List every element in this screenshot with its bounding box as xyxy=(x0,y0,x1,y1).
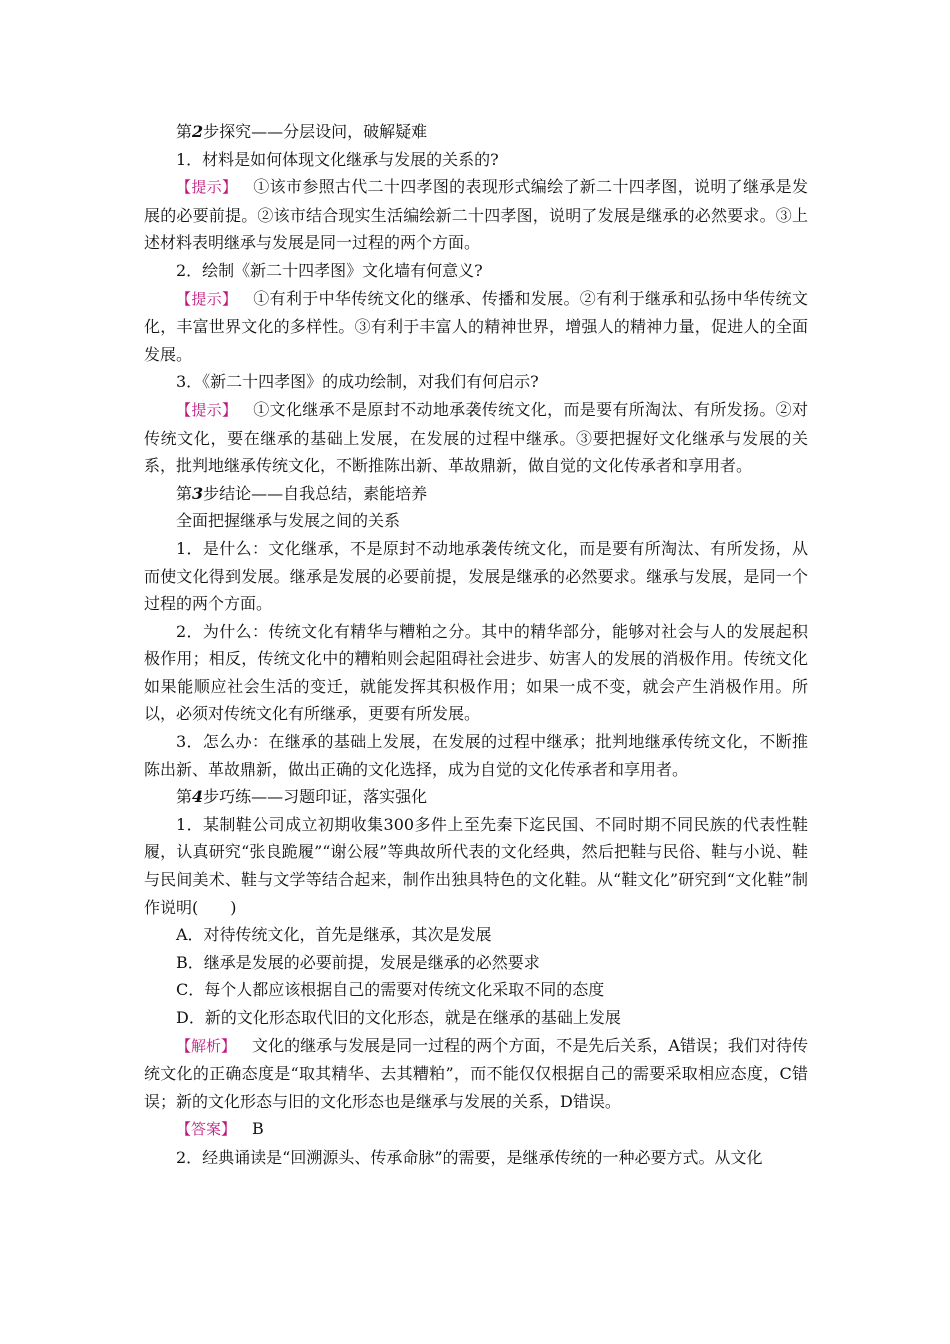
question-1: 1．材料是如何体现文化继承与发展的关系的? xyxy=(176,149,499,169)
step-title: 步巧练——习题印证，落实强化 xyxy=(203,787,428,807)
hint-3 xyxy=(144,396,808,480)
question-3: 3．《新二十四孝图》的成功绘制，对我们有何启示? xyxy=(176,372,539,392)
analysis-text: 文化的继承与发展是同一过程的两个方面，不是先后关系，A错误；我们对待传统文化的正确态度是“取其精华、去其糟粕”，而不能仅仅根据自己的需要采取相应态度，C错误；新的文化形态与旧的文化形态也是继承与发展的关系，D错误。 xyxy=(144,1035,808,1111)
option-a: A．对待传统文化，首先是继承，其次是发展 xyxy=(176,925,492,945)
answer-label: 【答案】 xyxy=(176,1120,237,1139)
step-prefix: 第 xyxy=(176,787,193,807)
summary-point-3: 3．怎么办：在继承的基础上发展，在发展的过程中继承；批判地继承传统文化，不断推陈出新、革故鼎新，做出正确的文化选择，成为自觉的文化传承者和享用者。 xyxy=(144,732,808,779)
hint-label: 【提示】 xyxy=(176,400,238,419)
option-d: D．新的文化形态取代旧的文化形态，就是在继承的基础上发展 xyxy=(176,1008,621,1027)
step-prefix: 第 xyxy=(176,122,193,141)
summary-point-2: 2．为什么：传统文化有精华与糟粕之分。其中的精华部分，能够对社会与人的发展起积极作用；相反，传统文化中的糟粕则会起阻碍社会进步、妨害人的发展的消极作用。传统文化如果能顺应社会生活的变迁，就能发挥其积极作用；如果一成不变，就会产生消极作用。所以，必须对传统文化有所继承，更要有所发展。 xyxy=(144,621,808,724)
document-page xyxy=(144,118,808,1172)
option-c: C．每个人都应该根据自己的需要对传统文化采取不同的态度 xyxy=(176,980,605,1000)
hint-text: ①有利于中华传统文化的继承、传播和发展。②有利于继承和弘扬中华传统文化，丰富世界文化的多样性。③有利于丰富人的精神世界，增强人的精神力量，促进人的全面发展。 xyxy=(144,288,808,364)
summary-point-1: 1．是什么：文化继承，不是原封不动地承袭传统文化，而是要有所淘汰、有所发扬，从而使文化得到发展。继承是发展的必要前提，发展是继承的必然要求。继承与发展，是同一个过程的两个方面。 xyxy=(144,538,808,614)
analysis xyxy=(144,1032,808,1116)
answer-text: B xyxy=(252,1119,264,1139)
hint-text: ①该市参照古代二十四孝图的表现形式编绘了新二十四孝图，说明了继承是发展的必要前提。②该市结合现实生活编绘新二十四孝图，说明了发展是继承的必然要求。③上述材料表明继承与发展是同一过程的两个方面。 xyxy=(144,177,808,253)
hint-1 xyxy=(144,173,808,257)
step-number: 3 xyxy=(192,483,204,503)
hint-label: 【提示】 xyxy=(176,289,238,308)
step-number: 2 xyxy=(192,122,204,141)
hint-label: 【提示】 xyxy=(176,178,238,197)
exercise-1-stem: 1．某制鞋公司成立初期收集300多件上至先秦下迄民国、不同时期不同民族的代表性鞋履，认真研究“张良跪履”“谢公屐”等典故所代表的文化经典，然后把鞋与民俗、鞋与小说、鞋与民间美术、鞋与文学等结合起来，制作出独具特色的文化鞋。从“鞋文化”研究到“文化鞋”制作说明( ) xyxy=(144,814,808,917)
summary-title: 全面把握继承与发展之间的关系 xyxy=(176,511,401,531)
step-prefix: 第 xyxy=(176,483,193,503)
exercise-2-stem: 2．经典诵读是“回溯源头、传承命脉”的需要，是继承传统的一种必要方式。从文化 xyxy=(176,1147,763,1167)
step-title: 步结论——自我总结，素能培养 xyxy=(203,483,428,503)
answer xyxy=(144,1115,808,1144)
step2-heading xyxy=(144,118,808,146)
step4-heading xyxy=(144,783,808,811)
step-number: 4 xyxy=(192,787,204,807)
step3-heading xyxy=(144,480,808,508)
analysis-label: 【解析】 xyxy=(176,1036,237,1055)
question-2: 2．绘制《新二十四孝图》文化墙有何意义? xyxy=(176,260,483,280)
step-title: 步探究——分层设问，破解疑难 xyxy=(203,122,428,141)
option-b: B．继承是发展的必要前提，发展是继承的必然要求 xyxy=(176,952,540,972)
hint-2 xyxy=(144,285,808,369)
hint-text: ①文化继承不是原封不动地承袭传统文化，而是要有所淘汰、有所发扬。②对传统文化，要在继承的基础上发展，在发展的过程中继承。③要把握好文化继承与发展的关系，批判地继承传统文化，不断推陈出新、革故鼎新，做自觉的文化传承者和享用者。 xyxy=(144,399,808,476)
